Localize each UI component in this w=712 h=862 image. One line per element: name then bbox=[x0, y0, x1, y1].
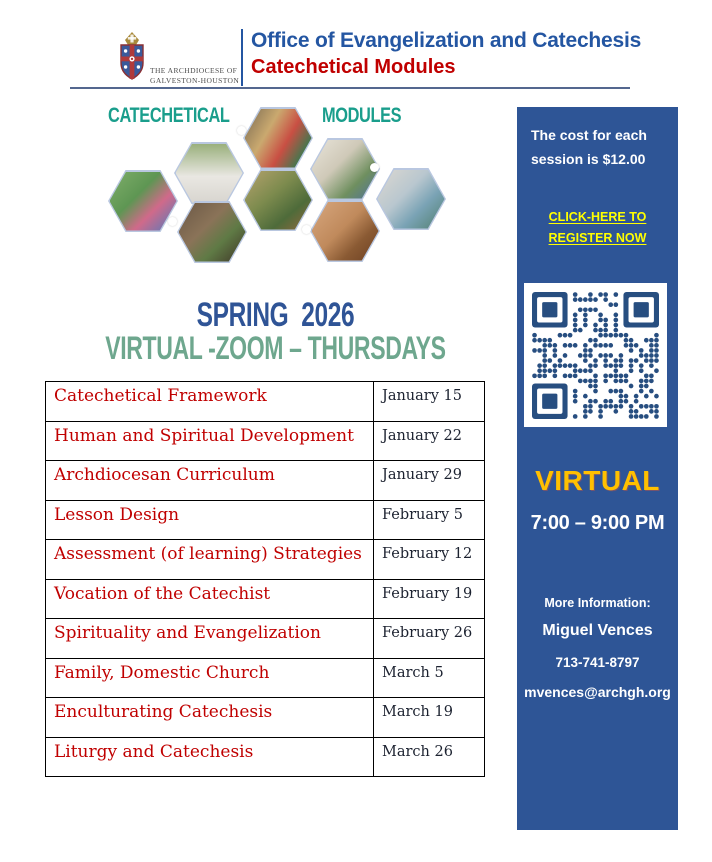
collage-word-modules: MODULES bbox=[322, 104, 402, 127]
table-row bbox=[46, 461, 485, 501]
session-date: February 5 bbox=[374, 500, 485, 540]
office-title: Office of Evangelization and Catechesis bbox=[251, 29, 642, 52]
table-row bbox=[46, 382, 485, 422]
register-link[interactable] bbox=[517, 207, 678, 248]
connector-dot bbox=[370, 163, 379, 172]
header-vertical-divider bbox=[241, 29, 243, 86]
module-name: Human and Spiritual Development bbox=[46, 421, 374, 461]
header-rule bbox=[70, 87, 630, 89]
module-name: Lesson Design bbox=[46, 500, 374, 540]
module-name: Enculturating Catechesis bbox=[46, 698, 374, 738]
connector-dot bbox=[302, 225, 311, 234]
session-date: March 26 bbox=[374, 737, 485, 777]
schedule-table-body bbox=[46, 382, 485, 777]
module-name: Assessment (of learning) Strategies bbox=[46, 540, 374, 580]
module-name: Family, Domestic Church bbox=[46, 658, 374, 698]
module-name: Catechetical Framework bbox=[46, 382, 374, 422]
hexagon-photo-classroom-lesson bbox=[243, 107, 313, 169]
module-name: Liturgy and Catechesis bbox=[46, 737, 374, 777]
organization-name bbox=[150, 66, 239, 86]
session-date: January 22 bbox=[374, 421, 485, 461]
table-row bbox=[46, 658, 485, 698]
schedule-table bbox=[45, 381, 485, 777]
table-row bbox=[46, 540, 485, 580]
hexagon-photo-mass-priest bbox=[177, 201, 247, 263]
connector-dot bbox=[237, 126, 246, 135]
session-date: January 29 bbox=[374, 461, 485, 501]
qr-code bbox=[524, 283, 667, 427]
table-row bbox=[46, 737, 485, 777]
season-title: SPRING 2026 bbox=[196, 296, 354, 334]
more-information-label: More Information: bbox=[544, 596, 651, 610]
session-date: January 15 bbox=[374, 382, 485, 422]
hexagon-photo-classroom-circle bbox=[376, 168, 446, 230]
table-row bbox=[46, 619, 485, 659]
session-date: February 12 bbox=[374, 540, 485, 580]
session-date: March 5 bbox=[374, 658, 485, 698]
contact-email: mvences@archgh.org bbox=[524, 684, 671, 700]
table-row bbox=[46, 500, 485, 540]
module-name: Vocation of the Catechist bbox=[46, 579, 374, 619]
session-date: March 19 bbox=[374, 698, 485, 738]
module-name: Archdiocesan Curriculum bbox=[46, 461, 374, 501]
collage-word-catechetical: CATECHETICAL bbox=[108, 104, 230, 127]
cost-text bbox=[531, 124, 647, 172]
table-row bbox=[46, 579, 485, 619]
session-date: February 19 bbox=[374, 579, 485, 619]
table-row bbox=[46, 698, 485, 738]
organization-name-line2: GALVESTON-HOUSTON bbox=[150, 76, 240, 86]
session-time: 7:00 – 9:00 PM bbox=[530, 512, 665, 534]
cost-line1: The cost for each bbox=[531, 127, 647, 143]
hexagon-photo-first-communion bbox=[174, 142, 244, 204]
connector-dot bbox=[168, 217, 177, 226]
program-subtitle: Catechetical Modules bbox=[251, 56, 456, 78]
session-date: February 26 bbox=[374, 619, 485, 659]
contact-phone: 713-741-8797 bbox=[555, 655, 640, 670]
cost-line2: session is $12.00 bbox=[531, 150, 646, 167]
register-link-line1[interactable]: CLICK-HERE TO bbox=[548, 210, 647, 224]
organization-name-line1: THE ARCHDIOCESE OF bbox=[150, 66, 238, 75]
hexagon-photo-hands-holding-cross bbox=[310, 200, 380, 262]
hexagon-photo-palm-procession bbox=[243, 169, 313, 231]
contact-name: Miguel Vences bbox=[542, 622, 653, 639]
module-name: Spirituality and Evangelization bbox=[46, 619, 374, 659]
info-sidebar bbox=[517, 107, 678, 830]
archdiocese-crest-logo bbox=[117, 31, 147, 81]
virtual-label: VIRTUAL bbox=[535, 465, 660, 496]
register-link-line2[interactable]: REGISTER NOW bbox=[548, 230, 647, 245]
season-subtitle: VIRTUAL -ZOOM – THURSDAYS bbox=[104, 330, 446, 366]
table-row bbox=[46, 421, 485, 461]
